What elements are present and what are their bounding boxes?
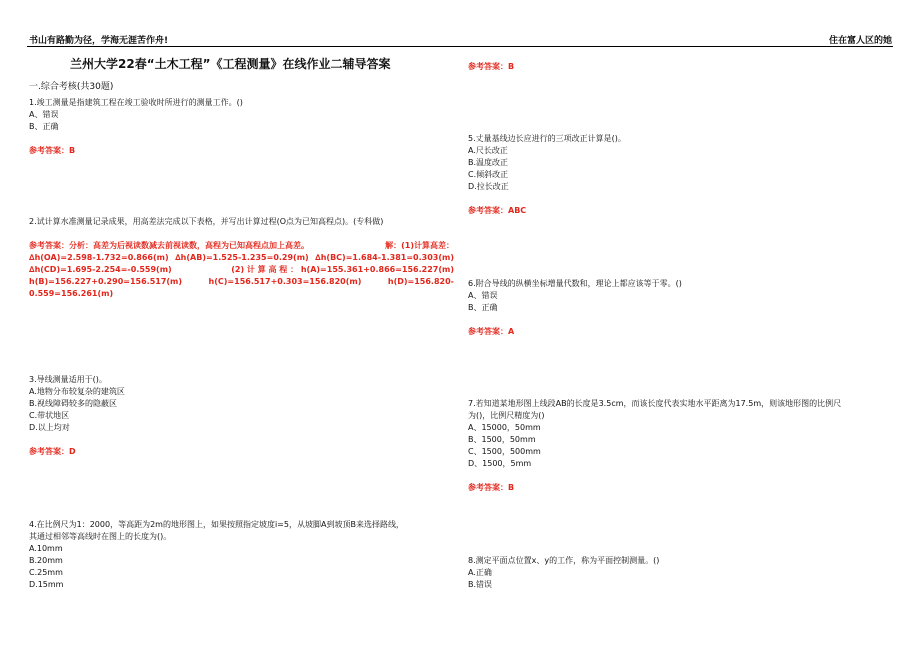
answer: 参考答案：ABC — [468, 206, 527, 215]
header-right-text: 住在富人区的她 — [828, 36, 892, 46]
option-d: D.15mm — [29, 580, 64, 589]
question-2 — [29, 216, 454, 300]
option-c: C.带状地区 — [29, 411, 70, 420]
header-divider — [27, 46, 893, 47]
answer-text: h(D)=156.820- — [387, 277, 454, 286]
option-b: B.20mm — [29, 556, 63, 565]
answer-text: h(C)=156.517+0.303=156.820(m) — [208, 277, 362, 286]
answer-text: ∆h(CD)=1.695-2.254=-0.559(m) — [29, 265, 172, 274]
answer-text: 解：(1)计算高差： — [385, 241, 454, 250]
question-stem: 为()，比例尺精度为() — [468, 411, 545, 420]
option-a: A.地物分布较复杂的建筑区 — [29, 387, 125, 396]
answer: 参考答案：B — [468, 62, 515, 71]
option-a: A.正确 — [468, 568, 492, 577]
option-d: D、1500，5mm — [468, 459, 532, 468]
option-d: D.以上均对 — [29, 423, 70, 432]
header-left-text: 书山有路勤为径，学海无涯苦作舟! — [29, 36, 169, 46]
option-a: A.10mm — [29, 544, 63, 553]
answer-text: (2) 计 算 高 程 ： h(A)=155.361+0.866=156.227(m) — [231, 265, 454, 274]
question-stem: 8.测定平面点位置x、y的工作，称为平面控制测量。() — [468, 556, 660, 565]
answer: 参考答案：D — [29, 447, 76, 456]
answer: 参考答案：B — [29, 146, 76, 155]
answer-block — [29, 240, 454, 300]
question-4-answer — [468, 61, 514, 73]
option-c: C.25mm — [29, 568, 63, 577]
answer-line — [29, 252, 454, 264]
option-b: B.视线障碍较多的隐蔽区 — [29, 399, 118, 408]
question-stem: 其通过相邻等高线时在图上的长度为()。 — [29, 532, 172, 541]
question-stem: 1.竣工测量是指建筑工程在竣工验收时所进行的测量工作。() — [29, 98, 243, 107]
question-8 — [468, 555, 659, 591]
answer-line — [29, 288, 454, 300]
question-stem: 3.导线测量适用于()。 — [29, 375, 107, 384]
question-stem: 2.试计算水准测量记录成果，用高差法完成以下表格，并写出计算过程(O点为已知高程点)。(专科做) — [29, 217, 384, 226]
question-5 — [468, 133, 626, 217]
option-c: C.倾斜改正 — [468, 170, 509, 179]
answer-text: ∆h(OA)=2.598-1.732=0.866(m) — [29, 253, 169, 262]
question-stem: 5.丈量基线边长应进行的三项改正计算是()。 — [468, 134, 626, 143]
question-7 — [468, 398, 898, 494]
page-title: 兰州大学22春“土木工程”《工程测量》在线作业二辅导答案 — [70, 57, 391, 71]
question-3 — [29, 374, 125, 458]
question-stem: 4.在比例尺为1：2000，等高距为2m的地形图上，如果按照指定坡度i=5，从坡脚A到坡顶B来选择路线， — [29, 520, 404, 529]
section-heading: 一.综合考核(共30题) — [29, 82, 114, 92]
option-d: D.拉长改正 — [468, 182, 509, 191]
answer-text: ∆h(AB)=1.525-1.235=0.29(m) — [175, 253, 309, 262]
answer-text: h(B)=156.227+0.290=156.517(m) — [29, 277, 183, 286]
answer-text: ∆h(BC)=1.684-1.381=0.303(m) — [315, 253, 454, 262]
answer-line — [29, 276, 454, 288]
answer-text: 0.559=156.261(m) — [29, 289, 114, 298]
answer-text: 参考答案：分析：高差为后视读数减去前视读数，高程为已知高程点加上高差。 — [29, 241, 309, 250]
question-stem: 7.若知道某地形图上线段AB的长度是3.5cm，而该长度代表实地水平距离为17.5m，则该地形图的比例尺 — [468, 399, 842, 408]
option-b: B.温度改正 — [468, 158, 509, 167]
option-a: A.尺长改正 — [468, 146, 508, 155]
question-stem: 6.附合导线的纵横坐标增量代数和，理论上都应该等于零。() — [468, 279, 682, 288]
option-a: A、错误 — [29, 110, 59, 119]
answer: 参考答案：A — [468, 327, 515, 336]
option-c: C、1500，500mm — [468, 447, 541, 456]
option-b: B、正确 — [468, 303, 498, 312]
answer: 参考答案：B — [468, 483, 515, 492]
option-a: A、错误 — [468, 291, 498, 300]
option-b: B、1500，50mm — [468, 435, 536, 444]
option-b: B.错误 — [468, 580, 493, 589]
option-b: B、正确 — [29, 122, 59, 131]
answer-line — [29, 240, 454, 252]
answer-line — [29, 264, 454, 276]
question-1 — [29, 97, 243, 157]
option-a: A、15000，50mm — [468, 423, 541, 432]
question-6 — [468, 278, 682, 338]
question-4 — [29, 519, 454, 591]
